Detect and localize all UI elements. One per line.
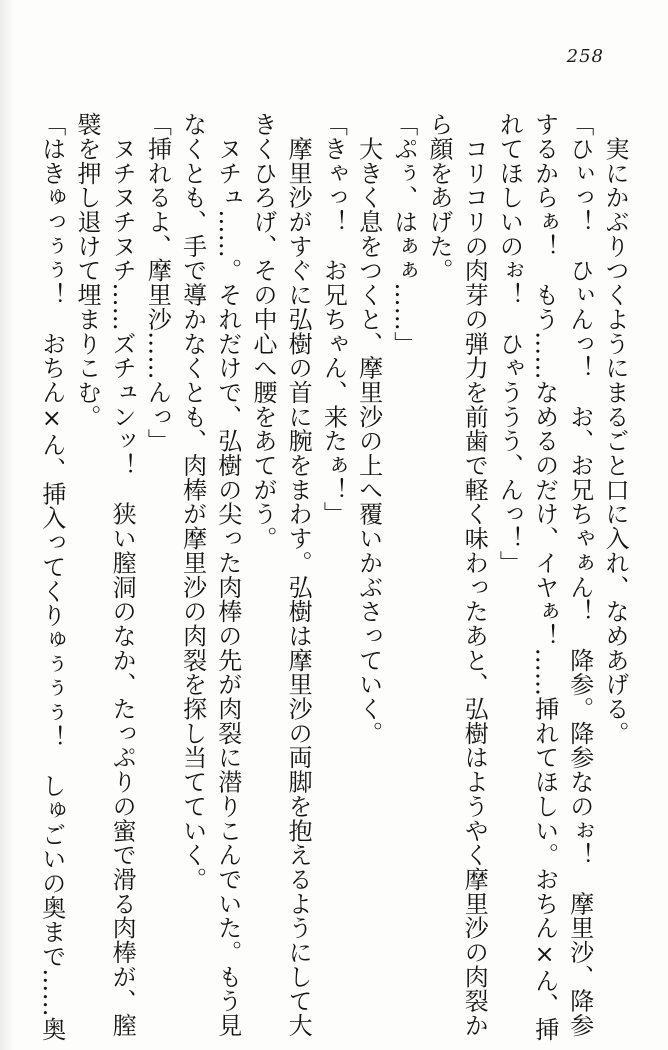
- text-column: ら顔をあげた。: [424, 112, 453, 283]
- text-column: ヌチヌチヌチ……ズチュンッ！ 狭い膣洞のなか、たっぷりの蜜で滑る肉棒が、膣: [108, 112, 137, 1038]
- text-column: きくひろげ、その中心へ腰をあてがう。: [248, 112, 277, 551]
- text-column: 「挿れるよ、摩里沙……んっ」: [143, 112, 172, 453]
- text-column: 「ぷぅ、はぁぁ……」: [389, 112, 418, 356]
- text-column: 「きゃっ！ お兄ちゃん、来たぁ！」: [319, 112, 348, 526]
- text-column: 実にかぶりつくようにまるごと口に入れ、なめあげる。: [601, 112, 629, 746]
- text-column: 摩里沙がすぐに弘樹の首に腕をまわす。弘樹は摩里沙の両脚を抱えるようにして大: [284, 112, 313, 1038]
- text-column: 「ひぃっ！ ひぃんっ！ お、お兄ちゃぁん！ 降参。降参なのぉ！ 摩里沙、降参: [565, 112, 594, 1038]
- text-column: なくとも、手で導かなくとも、肉棒が摩里沙の肉裂を探し当てていく。: [178, 112, 207, 892]
- page-number: 258: [566, 46, 604, 67]
- text-column: コリコリの肉芽の弾力を前歯で軽く味わったあと、弘樹はようやく摩里沙の肉裂か: [460, 112, 489, 1038]
- text-column: するからぁ！ もう……なめるのだけ、イヤぁ！……挿れてほしい。おちん×ん、挿: [530, 112, 559, 1042]
- vertical-text-block: [34, 112, 632, 1045]
- text-column: れてほしいのぉ！ ひゃううう、んっ！」: [495, 112, 524, 575]
- page-edge-shade: [0, 0, 14, 1050]
- text-column: 襞を押し退けて埋まりこむ。: [72, 112, 101, 429]
- text-column: ヌチュ……。それだけで、弘樹の尖った肉棒の先が肉裂に潜りこんでいた。もう見: [213, 112, 242, 1038]
- text-column: 「はきゅっぅぅ！ おちん×ん、挿入ってくりゅぅぅぅ！ しゅごいの奥まで……奥: [37, 112, 66, 1042]
- text-column: 大きく息をつくと、摩里沙の上へ覆いかぶさっていく。: [354, 112, 383, 746]
